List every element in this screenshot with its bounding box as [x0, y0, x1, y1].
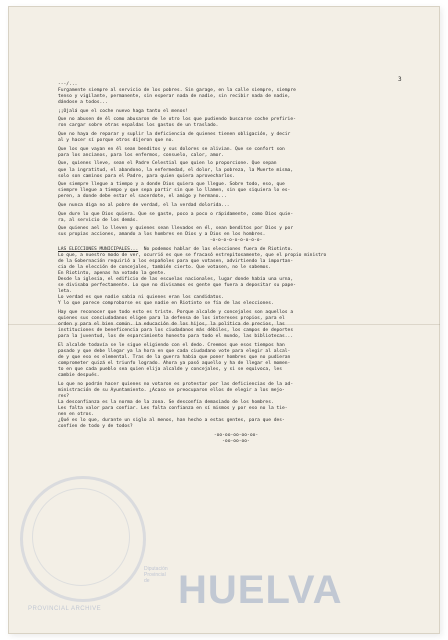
- text-line: solo son caminos para el Padre, para quien quiera aprovecharlos.: [58, 173, 236, 179]
- text-line: sus propias acciones, amando a los hombres en Dios y a Dios en los hombres.: [58, 232, 266, 238]
- section-heading: LAS ELECCIONES MUNICIPALES...: [58, 247, 139, 253]
- closing-divider: -oo-oo-oo-oo-oo-: [213, 432, 259, 438]
- text-line: de la Gobernación requirió a los españoles para que votasen, advirtiendo la importan-: [58, 259, 294, 265]
- text-line: confíen de todo y de todos?: [58, 424, 133, 430]
- text-line: Que dure lo que Dios quiera. Que se gaste, poco a poco o rápidamente, como Dios quie-: [58, 211, 294, 217]
- text-line: Que no abusen de él como abusaron de le otro los que pudiendo buscarse coche prefirie-: [58, 117, 296, 123]
- section-heading-rest: No podemos hablar de las elecciones fuera de Riotinto.: [138, 247, 294, 253]
- watermark-line: de: [144, 578, 150, 584]
- text-line: que la ingratitud, el abandono, la enfermedad, el dolor, la pobreza, la Muerte misma,: [58, 167, 294, 173]
- text-line: Que no haya de reparar y suplir la deficiencia de quienes tienen obligación, y decir: [58, 132, 291, 138]
- section-divider: -o-o-o-o-o-o-o-o-o-: [209, 238, 263, 244]
- text-line: Les falta valor para confiar. Les falta confianza en sí mismos y por eso no la tie-: [58, 405, 288, 411]
- text-line: Lo verdad es que nadie sabía ni quienes eran los candidatos.: [58, 295, 224, 301]
- text-line: Que siempre llegue a tiempo y a donde Dios quiera que llegue. Sobre todo, eso, que: [58, 182, 285, 188]
- text-line: ¡¡Ojalá que el coche nuevo haga tanto el menos!: [58, 108, 188, 114]
- text-line: pasado y que debe llegar ya la hora en que cada ciudadano vote para elegir al alcal-: [58, 348, 291, 354]
- text-line: Que quienes ael lo lleven y quienes sean llevados en él, sean benditos por Dios y por: [58, 226, 294, 232]
- text-line: cia de la elección de concejales, también cierto. Que votasen, no le sabemos.: [58, 265, 271, 271]
- text-line: Que los que vayan en él sean benditos y sus dolores se alivian. Que se confort son: [58, 146, 285, 152]
- text-line: peren, a donde debe estar el sacerdote, el amigo y hermano...: [58, 194, 227, 200]
- text-line: para la juventud, los de esparcimiento honesto para todo el mundo, las bibliotecas...: [58, 334, 294, 340]
- text-line: leta.: [58, 289, 72, 295]
- text-line: En Riotinto, apenas ha votado la gente.: [58, 271, 166, 277]
- text-line: nen en otros.: [58, 412, 94, 418]
- watermark-huelva: HUELVA: [178, 568, 343, 612]
- document-page: [8, 6, 440, 634]
- watermark-line: Provincial: [144, 572, 166, 578]
- text-line: El alcalde todavía se le sigue eligiendo con el dedo. Creemos que esos tiempos han: [58, 342, 285, 348]
- text-line: Que nunca diga no al pobre de verdad, el la verdad dolorida...: [58, 202, 230, 208]
- text-line: Que, quienes lleve, sean el Padre Celestial que quien lo proporcione. Que sepan: [58, 161, 277, 167]
- text-line: ---/...: [58, 82, 78, 87]
- text-line: cambie después.: [58, 373, 100, 379]
- document-body: [58, 82, 414, 445]
- text-line: La desconfianza es la norma de la zona. Se desconfía demasiado de los hombres.: [58, 399, 274, 405]
- text-line: Lo que no podrán hacer quienes no votaron es protestar por las deficiencias de la ad-: [58, 381, 294, 387]
- text-line: Desde la iglesia, el edificio de las escuelas nacionales, lugar donde había una urna,: [58, 277, 294, 283]
- closing-divider: -oo-oo-oo-: [222, 438, 250, 444]
- text-line: Y lo que parece comprobarse es que nadie en Riotinto se fía de las elecciones.: [58, 301, 274, 307]
- text-line: para los ancianos, para los enfermos, consuelo, calor, amor.: [58, 152, 224, 158]
- watermark-line: Diputación: [144, 566, 168, 572]
- text-line: dándose a todos...: [58, 100, 108, 106]
- text-line: al y hacer sí porque otros dijeron que no.: [58, 138, 175, 144]
- text-line: siempre llegue a tiempo y que sepa partir sin que lo llamen, sin que siquiera lo es-: [58, 188, 291, 194]
- text-line: instituciones de beneficencia para los ciudadanos más débiles, los campos de deportes: [58, 328, 294, 334]
- text-line: ministración de su Ayuntamiento. ¿Acaso se preocuparon ellos de elegir a los mejo-: [58, 387, 285, 393]
- text-line: ¿Qué es lo que, durante un siglo al menos, han hecho a estas gentes, para que des-: [58, 418, 285, 424]
- archive-stamp-inner-ring: [32, 488, 130, 586]
- text-line: to en que cada pueblo sea quien elija alcalde y concejales, y si se equivoca, les: [58, 367, 283, 373]
- text-line: de y que eso es elemental. Tras de la guerra había que poner hombres que no pudieran: [58, 355, 291, 360]
- text-line: Hay que reconocer que todo esto es triste. Porque alcalde y concejales son aquellos a: [58, 310, 294, 316]
- watermark-side-text: PROVINCIAL ARCHIVE: [28, 606, 102, 612]
- text-line: Furgamente siempre al servicio de los pobres. Sin garage, en la calle siempre, siempre: [58, 88, 296, 94]
- text-line: res?: [58, 393, 70, 399]
- text-line: orden y para el bien común. La educación de los hijos, la política de precios, las: [58, 322, 285, 328]
- text-line: Lo que, a nuestro modo de ver, ocurrió es que se fracasó estrepitosamente, que el propio ministro: [58, 253, 327, 259]
- text-line: comprometer quizá el triunfo logrado. Ahora ya pasó aquello y ha de llegar el momen-: [58, 361, 291, 367]
- text-line: quienes sus conciudadanos eligen para la defensa de los intereses propios, para el: [58, 316, 285, 322]
- text-line: se divisaba perfectamente. Lo que no divisamos es gente que fuera a depositar su pape-: [58, 283, 296, 289]
- text-line: tenso y vigilante, permanente, sin esperar nada de nadie, sin recibir nada de nadie,: [58, 94, 291, 100]
- page-number: 3: [398, 76, 402, 83]
- text-line: ron cargar sobre otras espaldas los gastos de un traslado.: [58, 123, 219, 129]
- text-line: ra, al servicio de los demás.: [58, 217, 139, 223]
- watermark-institution-text: [144, 566, 168, 584]
